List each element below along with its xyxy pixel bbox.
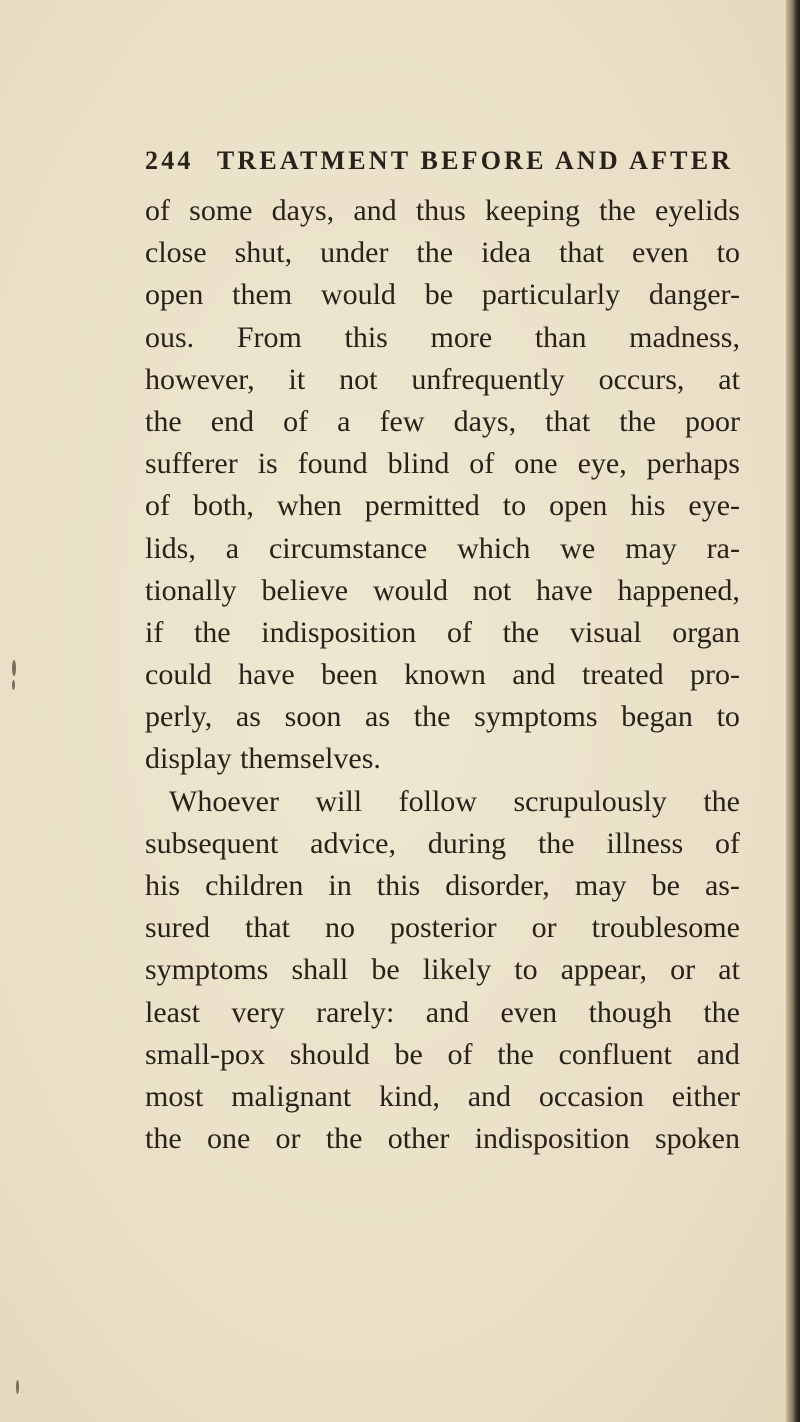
text-line: the end of a few days, that the poor bbox=[145, 404, 740, 438]
text-line: close shut, under the idea that even to bbox=[145, 236, 740, 270]
text-line: least very rarely: and even though the bbox=[145, 995, 740, 1029]
running-title: TREATMENT BEFORE AND AFTER bbox=[216, 146, 734, 175]
text-line: small-pox should be of the confluent and bbox=[145, 1037, 740, 1071]
text-line: however, it not unfrequently occurs, at bbox=[145, 362, 740, 396]
text-line: lids, a circumstance which we may ra- bbox=[145, 531, 740, 565]
page-edge-shadow bbox=[786, 0, 800, 1422]
text-line: of both, when permitted to open his eye- bbox=[145, 489, 740, 523]
text-line: sufferer is found blind of one eye, perhaps bbox=[145, 447, 740, 481]
text-line: the one or the other indisposition spoken bbox=[145, 1122, 740, 1156]
running-header bbox=[145, 146, 740, 176]
text-line: could have been known and treated pro- bbox=[145, 658, 740, 692]
text-line: of some days, and thus keeping the eyelids bbox=[145, 194, 740, 227]
page-number: 244 bbox=[145, 146, 194, 175]
text-line: perly, as soon as the symptoms began to bbox=[145, 700, 740, 734]
page-speck bbox=[16, 1380, 19, 1394]
body-text bbox=[145, 190, 740, 1160]
text-line: ous. From this more than madness, bbox=[145, 320, 740, 354]
text-line: tionally believe would not have happened, bbox=[145, 573, 740, 607]
text-line: symptoms shall be likely to appear, or at bbox=[145, 953, 740, 987]
text-line: open them would be particularly danger- bbox=[145, 278, 740, 312]
text-line: most malignant kind, and occasion either bbox=[145, 1079, 740, 1113]
page-speck bbox=[12, 680, 15, 690]
text-line: if the indisposition of the visual organ bbox=[145, 615, 740, 649]
page-speck bbox=[12, 660, 16, 676]
text-line: subsequent advice, during the illness of bbox=[145, 826, 740, 860]
text-line: Whoever will follow scrupulously the bbox=[169, 784, 740, 818]
text-line: sured that no posterior or troublesome bbox=[145, 911, 740, 945]
text-line: display themselves. bbox=[145, 742, 381, 776]
text-line: his children in this disorder, may be as- bbox=[145, 869, 740, 902]
